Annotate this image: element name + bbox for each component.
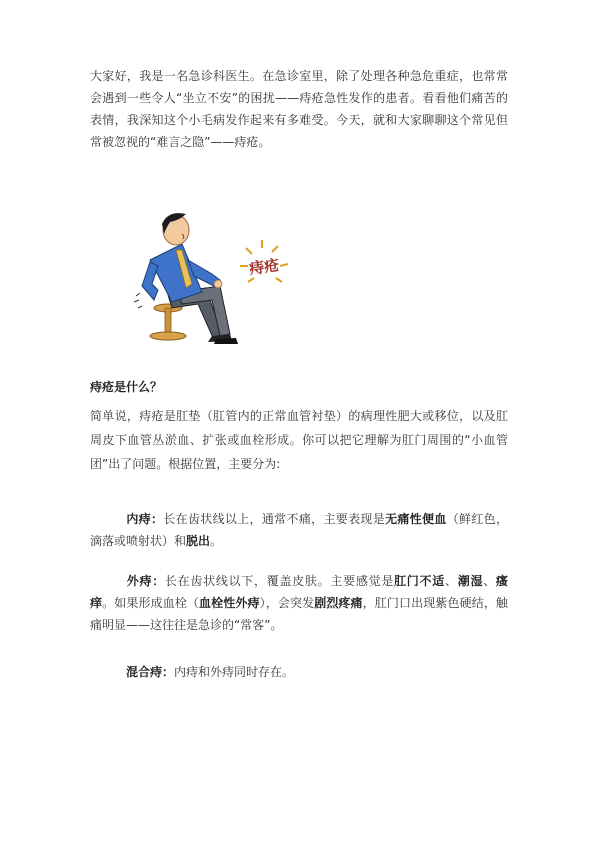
external-text-1: 长在齿状线以下，覆盖皮肤。主要感觉是 — [164, 574, 395, 588]
external-text-2: 。如果形成血栓（ — [102, 596, 200, 610]
definition-paragraph: 简单说，痔疮是肛垫（肛管内的正常血管衬垫）的病理性肥大或移位，以及肛周皮下血管丛淤血、扩张或血栓形成。你可以把它理解为肛门周围的“小血管团”出了问题。根据位置，主要分为: — [90, 409, 508, 471]
external-text-4: ，肛门口出现紫色硬结，触痛明显——这往往是急诊的“常客”。 — [90, 596, 508, 632]
internal-bold-2: 脱出 — [186, 534, 211, 548]
mixed-text-1: 内痔和外痔同时存在。 — [174, 665, 295, 679]
external-bold-5: 剧烈疼痛 — [314, 596, 363, 610]
external-bold-3: 瘙痒 — [90, 574, 508, 610]
section-heading: 痔疮是什么？ — [90, 380, 163, 394]
external-text-3: ），会突发 — [259, 596, 315, 610]
external-hemorrhoids-item — [90, 570, 508, 636]
external-sep-2: 、 — [483, 574, 496, 588]
doctor-illustration — [128, 200, 300, 350]
internal-text-1: 长在齿状线以上，通常不痛，主要表现是 — [163, 512, 386, 526]
internal-text-2: （鲜红色，滴落或喷射状）和 — [90, 512, 508, 548]
external-bold-2: 潮湿 — [457, 574, 484, 588]
external-label: 外痔： — [126, 574, 165, 588]
pain-label: 痔疮 — [248, 255, 281, 278]
internal-bold-1: 无痛性便血 — [385, 512, 447, 526]
intro-paragraph: 大家好，我是一名急诊科医生。在急诊室里，除了处理各种急危重症，也常常会遇到一些令人“坐立不安”的困扰——痔疮急性发作的患者。看看他们痛苦的表情，我深知这个小毛病发作起来有多难受。今天，就和大家聊聊这个常见但常被忽视的“难言之隐”——痔疮。 — [90, 69, 508, 149]
internal-label: 内痔： — [126, 512, 164, 526]
internal-text-3: 。 — [210, 534, 223, 548]
mixed-hemorrhoids-item — [90, 661, 508, 683]
mixed-label: 混合痔： — [126, 665, 175, 679]
internal-hemorrhoids-item — [90, 508, 508, 552]
external-sep-1: 、 — [444, 574, 458, 588]
external-bold-1: 肛门不适 — [394, 574, 445, 588]
external-bold-4: 血栓性外痔 — [199, 596, 260, 610]
